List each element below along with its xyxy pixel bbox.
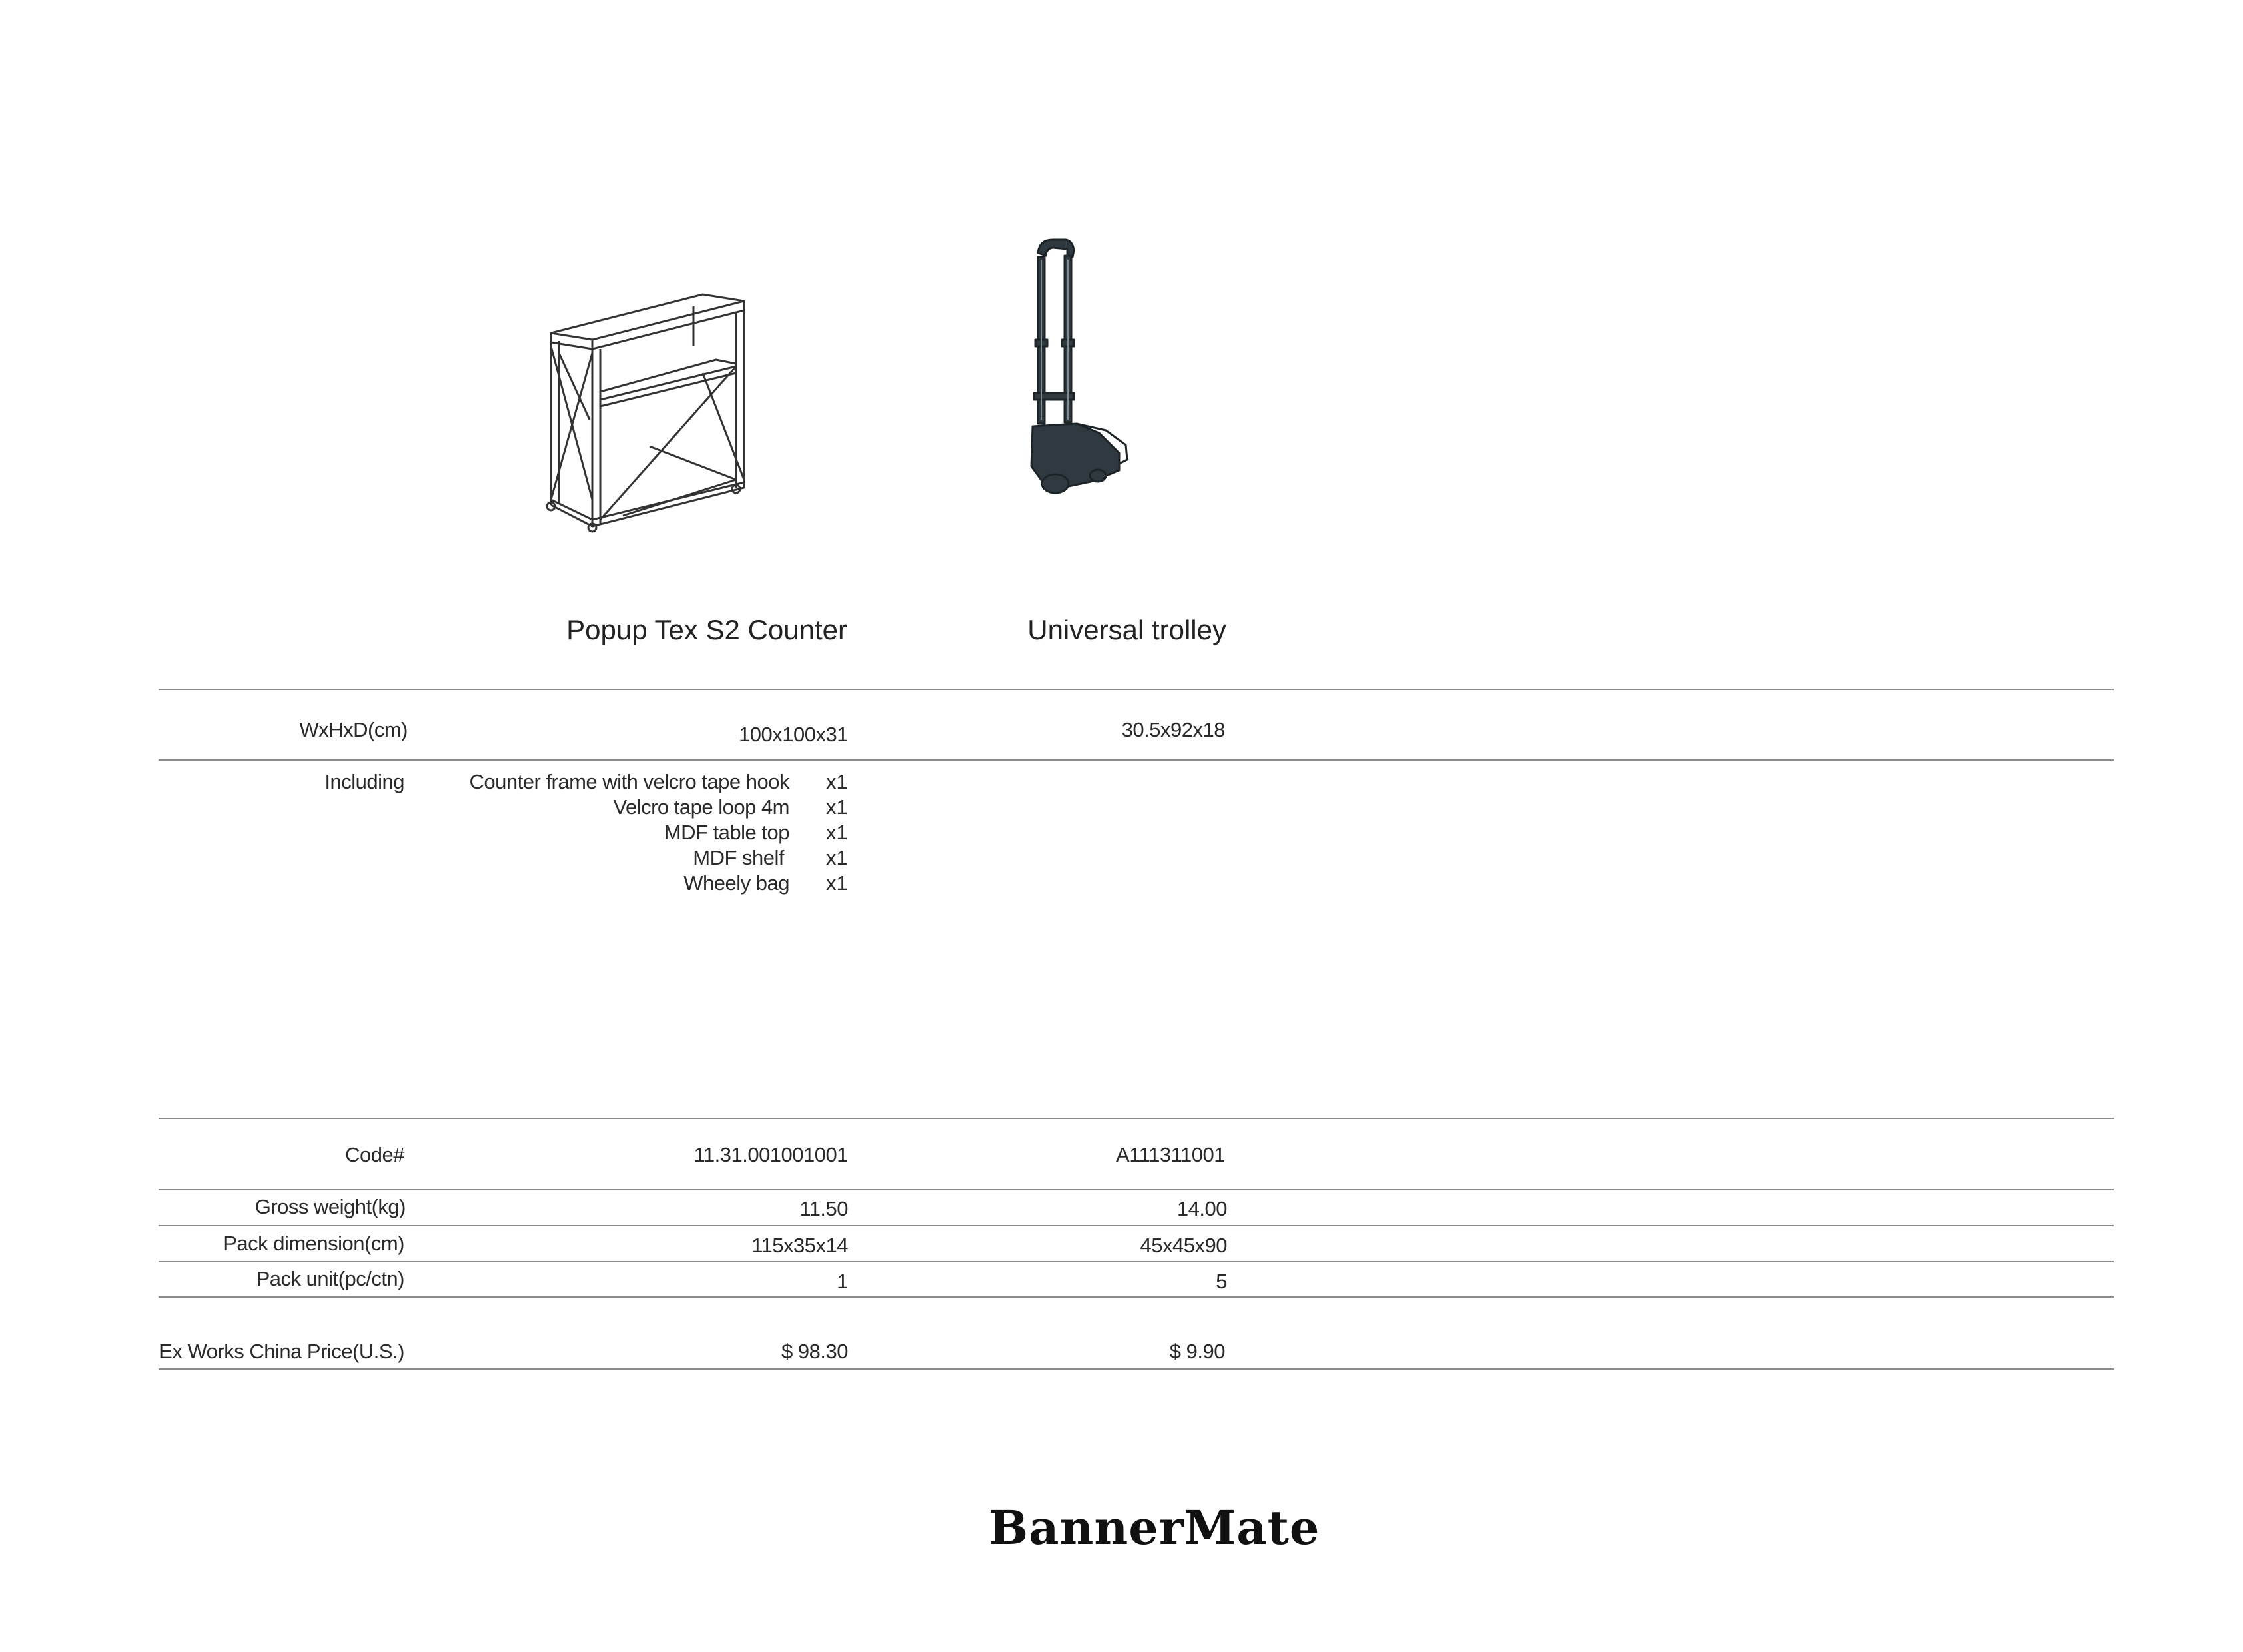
gross-weight-value-trolley: 14.00 [1176, 1197, 1227, 1220]
brand-logo: BannerMate [989, 1500, 1320, 1555]
divider [159, 759, 2114, 761]
price-label: Ex Works China Price(U.S.) [159, 1340, 404, 1363]
pack-unit-value-trolley: 5 [1216, 1270, 1227, 1293]
divider [159, 1189, 2114, 1190]
pack-unit-label: Pack unit(pc/ctn) [256, 1267, 404, 1290]
including-item-qty: x1 [826, 846, 848, 869]
including-item-name: MDF table top [664, 821, 789, 844]
including-item-name: Counter frame with velcro tape hook [469, 770, 789, 793]
including-item-name: MDF shelf [693, 846, 784, 869]
size-value-counter: 100x100x31 [739, 723, 848, 746]
code-label: Code# [345, 1143, 404, 1166]
pack-dimension-value-trolley: 45x45x90 [1140, 1234, 1227, 1257]
including-item-qty: x1 [826, 821, 848, 844]
product-title-counter: Popup Tex S2 Counter [566, 614, 847, 645]
code-value-counter: 11.31.001001001 [693, 1143, 848, 1166]
gross-weight-label: Gross weight(kg) [254, 1195, 406, 1218]
divider [159, 689, 2114, 690]
divider [159, 1225, 2114, 1226]
including-label: Including [324, 770, 404, 793]
product-title-trolley: Universal trolley [1027, 614, 1226, 645]
pack-dimension-value-counter: 115x35x14 [751, 1234, 848, 1257]
trolley-icon [1019, 233, 1139, 533]
pack-dimension-label: Pack dimension(cm) [223, 1232, 404, 1255]
including-item-qty: x1 [826, 871, 848, 895]
code-value-trolley: A111311001 [1116, 1143, 1225, 1166]
divider [159, 1118, 2114, 1119]
size-label: WxHxD(cm) [299, 718, 408, 741]
divider [159, 1261, 2114, 1262]
gross-weight-value-counter: 11.50 [799, 1197, 848, 1220]
pack-unit-value-counter: 1 [837, 1270, 848, 1293]
including-item-qty: x1 [826, 795, 848, 819]
divider [159, 1368, 2114, 1370]
including-item-qty: x1 [826, 770, 848, 793]
counter-frame-icon [543, 280, 756, 533]
divider [159, 1296, 2114, 1298]
price-value-counter: $ 98.30 [781, 1340, 848, 1363]
including-item-name: Velcro tape loop 4m [613, 795, 789, 819]
price-value-trolley: $ 9.90 [1169, 1340, 1225, 1363]
including-item-name: Wheely bag [683, 871, 789, 895]
size-value-trolley: 30.5x92x18 [1121, 718, 1225, 741]
